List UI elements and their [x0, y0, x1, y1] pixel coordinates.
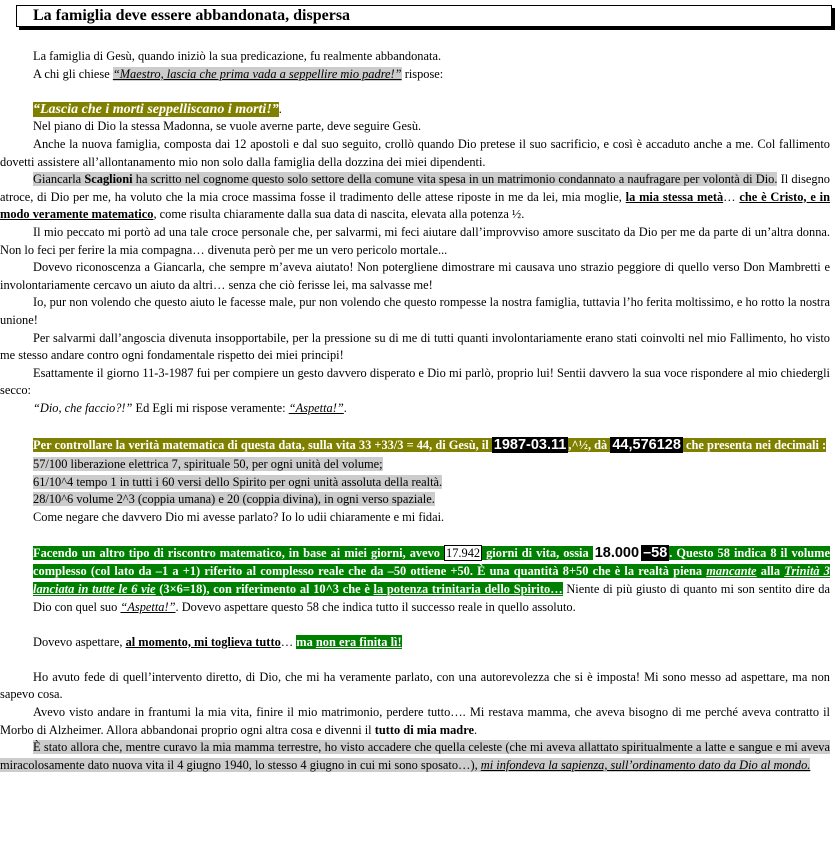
text: . Questo 58 indica 8 il volume complesso (col lato da –1 a +1) riferito al complesso reale che da –50 ottiene +50. È una quantità 8+50 che è la realtà piena	[33, 546, 830, 579]
text: Dovevo riconoscenza a Giancarla, che sempre m’aveva aiutato! Non potergliene dimostrare mi causava uno strazio peggiore di quello verso Don Mambretti e involontariamente cercavo un aiuto da altri… senza che ciò ferisse lei, ma salvasse me!	[0, 260, 830, 292]
paragraph	[33, 66, 830, 84]
text: Anche la nuova famiglia, composta dai 12 apostoli e dal suo seguito, crollò quando Dio pretese il suo sacrificio, e così è accaduto anche a me. Col fallimento dovetti assistere all’allontanamento mio non solo dalla famiglia della dozzina dei miei dipendenti.	[0, 136, 830, 169]
olive-highlight: che presenta nei decimali :	[682, 438, 827, 453]
text: , come risulta chiaramente dalla sua data di nascita, elevata alla potenza ½.	[153, 207, 525, 222]
paragraph	[0, 330, 830, 365]
paragraph	[33, 400, 830, 418]
paragraph	[0, 259, 830, 294]
page-title: La famiglia deve essere abbandonata, dispersa	[33, 7, 351, 24]
paragraph	[33, 118, 830, 136]
text: Ho avuto fede di quell’intervento diretto, di Dio, che mi ha veramente parlato, con una autorevolezza che si è imposta! Mi sono messo ad aspettare, ma non sapevo cosa.	[0, 669, 830, 702]
text: Il mio peccato mi portò ad una tale croce personale che, per salvarmi, mi feci aiutare dall’improvviso amore suscitato da Dio per me da parte di un’altra donna. Non lo feci per ferire la mia compagna… divenuta però per me un vero pericolo mortale...	[0, 224, 830, 257]
text: mancante	[706, 564, 757, 579]
text: È stato allora che, mentre curavo la mia mamma terrestre, ho visto accadere che quella celeste (che mi aveva allattato spiritualmente a latte e sangue e mi aveva miracolosamente dato nuova vita il 4 giugno 1940, lo stesso 4 giugno in cui mi sono sposato…),	[0, 740, 830, 772]
paragraph	[33, 101, 830, 119]
text: la potenza trinitaria dello Spirito…	[373, 582, 563, 597]
big-number: 18.000	[594, 545, 640, 562]
text: Nel piano di Dio la stessa Madonna, se vuole averne parte, deve seguire Gesù.	[33, 119, 422, 134]
text: Niente di più giusto di quanto mi son sentito dire da Dio con quel suo	[33, 582, 830, 615]
paragraph	[0, 171, 830, 224]
text: La famiglia di Gesù, quando iniziò la sua predicazione, fu realmente abbandonata.	[33, 49, 442, 63]
quote-olive: “Lascia che i morti seppelliscano i morti!”	[33, 101, 279, 117]
text: .	[473, 722, 478, 737]
gray-highlight: 57/100 liberazione elettrica 7, spirituale 50, per ogni unità del volume;	[33, 457, 383, 472]
text: .	[278, 101, 282, 116]
text: la mia stessa metà	[625, 189, 724, 204]
text: ha scritto nel cognome questo solo settore della comune vita spesa in un matrimonio condannato a naufragare per volontà di Dio.	[132, 172, 778, 187]
text: Giancarla	[33, 172, 85, 187]
text: Ed Egli mi rispose veramente:	[132, 400, 289, 415]
paragraph	[0, 365, 830, 400]
paragraph	[0, 704, 830, 739]
text: tutto di mia madre	[374, 722, 474, 737]
green-highlight	[296, 635, 401, 649]
olive-highlight: Per controllare la verità matematica di questa data, sulla vita 33 +33/3 = 44, di Gesù, il	[33, 438, 492, 453]
paragraph	[33, 509, 830, 527]
text: Facendo un altro tipo di riscontro matematico, in base ai miei giorni, avevo	[33, 546, 445, 561]
paragraph	[33, 456, 830, 474]
text: Il disegno atroce, di Dio per me, ha voluto che la mia croce massima fosse il tradimento delle attese riposte in me da lei, mia moglie,	[0, 172, 830, 204]
text: “Dio, che faccio?!”	[33, 400, 133, 415]
text: “Aspetta!”	[120, 600, 176, 615]
text: giorni di vita, ossia	[482, 546, 593, 561]
paragraph	[33, 544, 830, 616]
days-box: 17.942	[446, 546, 481, 561]
paragraph	[33, 491, 830, 509]
text: Io, pur non volendo che questo aiuto le facesse male, pur non volendo che questo rompesse la nostra famiglia, tuttavia l’ho ferita moltissimo, e ho rotto la nostra unione!	[0, 295, 830, 327]
text: Avevo visto andare in frantumi la mia vita, finire il mio matrimonio, perdere tutto…. Mi restava mamma, che aveva bisogno di me perché aveva contratto il Morbo di Alzheimer. Allora abbandonai proprio ogni altra cosa e divenni il	[0, 705, 830, 737]
text: .	[343, 400, 347, 415]
paragraph	[33, 634, 830, 652]
text: ma	[296, 634, 316, 649]
text: (3×6=18), con riferimento al 10^3 che è	[155, 582, 374, 597]
text: mi infondeva la sapienza, sull’ordinamento dato da Dio al mondo.	[480, 757, 811, 772]
date-badge: 1987-03.11	[493, 437, 567, 454]
title-box	[16, 5, 832, 27]
gray-highlight	[33, 172, 777, 186]
paragraph	[0, 136, 830, 171]
paragraph	[33, 48, 830, 66]
text: Dovevo aspettare,	[33, 634, 126, 649]
text: Come negare che davvero Dio mi avesse parlato? Io lo udii chiaramente e mi fidai.	[33, 509, 445, 524]
gray-highlight: 61/10^4 tempo 1 in tutti i 60 versi dello Spirito per ogni unità assoluta della realtà.	[33, 474, 443, 489]
text: Trinità 3 lanciata in tutte le 6 vie	[33, 564, 830, 597]
paragraph	[33, 474, 830, 492]
paragraph	[0, 739, 830, 774]
paragraph	[0, 224, 830, 259]
text: alla	[756, 564, 785, 579]
text: al momento, mi toglieva tutto	[125, 634, 281, 649]
text: …	[280, 634, 297, 649]
text: rispose:	[401, 66, 444, 81]
text: …	[723, 189, 740, 204]
paragraph	[33, 435, 830, 456]
big-number-badge: –58	[643, 545, 668, 562]
text: Esattamente il giorno 11-3-1987 fui per compiere un gesto davvero disperato e Dio mi parlò, proprio lui! Sentii davvero la sua voce rispondere al mio chiedergli secco:	[0, 365, 830, 398]
gray-highlight: 28/10^6 volume 2^3 (coppia umana) e 20 (coppia divina), in ogni verso spaziale.	[33, 492, 435, 507]
text: non era finita lì!	[315, 634, 402, 649]
number-badge: 44,576128	[612, 437, 681, 454]
text: A chi gli chiese	[33, 66, 113, 81]
text: Scaglioni	[84, 172, 133, 187]
document-body	[0, 48, 831, 774]
olive-highlight: ,^½, dà	[568, 438, 611, 453]
quote-highlight: “Maestro, lascia che prima vada a seppellire mio padre!”	[112, 66, 402, 81]
paragraph	[0, 669, 830, 704]
text: che è Cristo, e in modo veramente matematico	[0, 189, 831, 222]
text: Per salvarmi dall’angoscia divenuta insopportabile, per la pressione su di me di tutti quanti involontariamente erano stati coinvolti nel mio Fallimento, ho visto me stesso andare contro ogni fondamentale rispetto dei miei principi!	[0, 330, 830, 363]
paragraph	[0, 294, 830, 329]
text: “Aspetta!”	[288, 400, 344, 415]
text: . Dovevo aspettare questo 58 che indica tutto il successo reale in quello assoluto.	[175, 600, 576, 615]
gray-highlight	[0, 740, 830, 772]
